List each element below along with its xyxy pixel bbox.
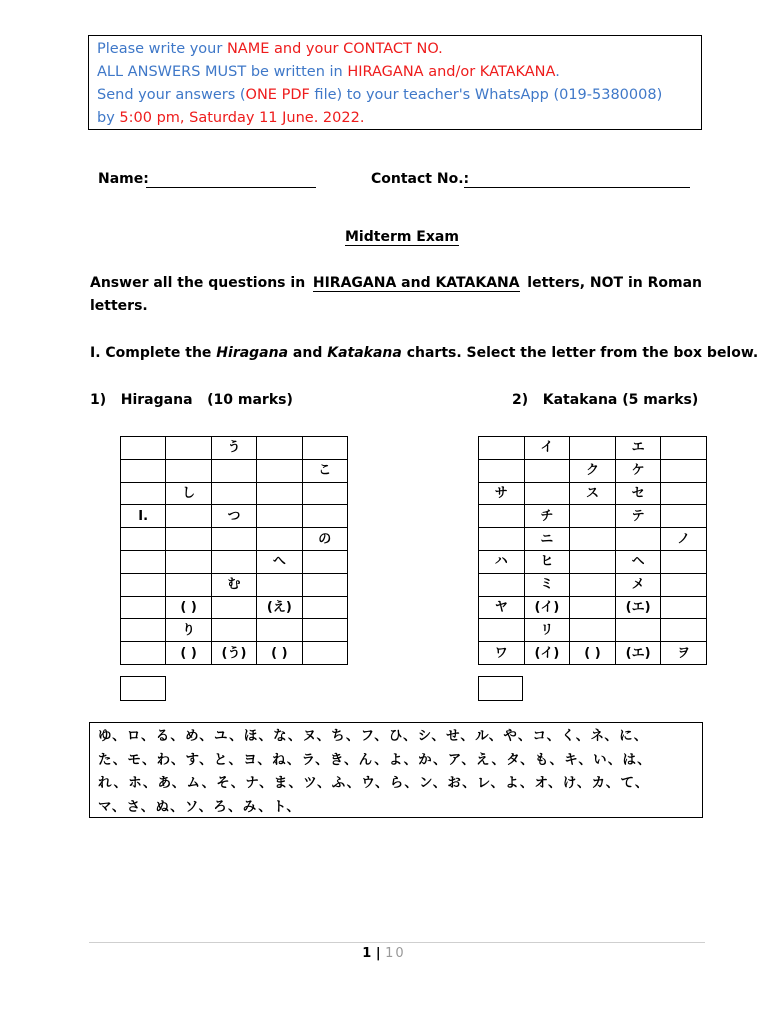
hiragana-cell[interactable] bbox=[166, 528, 211, 551]
hiragana-row bbox=[121, 619, 348, 642]
hiragana-cell: り bbox=[166, 619, 211, 642]
katakana-row bbox=[479, 482, 707, 505]
hiragana-cell: う bbox=[211, 437, 256, 460]
hiragana-cell: ( ) bbox=[166, 596, 211, 619]
page-number: 1 | 10 bbox=[362, 946, 406, 961]
katakana-cell: メ bbox=[615, 573, 661, 596]
katakana-cell[interactable] bbox=[661, 505, 707, 528]
katakana-cell[interactable] bbox=[570, 573, 616, 596]
hiragana-row bbox=[121, 550, 348, 573]
katakana-cell: ニ bbox=[524, 528, 570, 551]
katakana-row bbox=[479, 619, 707, 642]
letter-box-line-1: ゆ、ロ、る、め、ユ、ほ、な、ヌ、ち、フ、ひ、シ、せ、ル、や、コ、く、ネ、に、 bbox=[98, 728, 649, 744]
katakana-cell[interactable] bbox=[615, 619, 661, 642]
hiragana-cell[interactable] bbox=[257, 482, 302, 505]
hiragana-cell[interactable] bbox=[211, 528, 256, 551]
contact-field[interactable] bbox=[464, 187, 690, 188]
katakana-row bbox=[479, 505, 707, 528]
katakana-cell[interactable] bbox=[479, 459, 525, 482]
letter-box-line-2: た、モ、わ、す、と、ヨ、ね、ラ、き、ん、よ、か、ア、え、タ、も、キ、い、は、 bbox=[98, 751, 652, 768]
hiragana-cell[interactable] bbox=[121, 437, 166, 460]
notice-line-1: Please write your NAME and your CONTACT NO. bbox=[97, 41, 443, 57]
hiragana-cell[interactable] bbox=[121, 573, 166, 596]
hiragana-cell[interactable] bbox=[121, 642, 166, 665]
katakana-cell[interactable] bbox=[479, 505, 525, 528]
hiragana-row bbox=[121, 596, 348, 619]
letter-box-line-3: れ、ホ、あ、ム、そ、ナ、ま、ツ、ふ、ウ、ら、ン、お、レ、よ、オ、け、カ、て、 bbox=[98, 775, 650, 791]
katakana-cell: ワ bbox=[479, 642, 525, 665]
katakana-row bbox=[479, 573, 707, 596]
katakana-row bbox=[479, 642, 707, 665]
q2-heading: 2) Katakana (5 marks) bbox=[512, 392, 699, 408]
hiragana-row bbox=[121, 437, 348, 460]
katakana-cell[interactable] bbox=[661, 596, 707, 619]
name-label: Name: bbox=[98, 171, 149, 187]
instruction-line-1: Answer all the questions in HIRAGANA and KATAKANA letters, NOT in Roman bbox=[90, 275, 702, 291]
hiragana-cell[interactable] bbox=[121, 482, 166, 505]
hiragana-cell[interactable] bbox=[166, 550, 211, 573]
katakana-cell: イ bbox=[524, 437, 570, 460]
hiragana-cell: I. bbox=[121, 505, 166, 528]
hiragana-cell[interactable] bbox=[166, 437, 211, 460]
instruction-line-2: letters. bbox=[90, 298, 148, 314]
katakana-cell[interactable] bbox=[479, 573, 525, 596]
katakana-cell[interactable] bbox=[661, 550, 707, 573]
hiragana-extra-cell[interactable] bbox=[120, 676, 166, 701]
katakana-cell[interactable] bbox=[479, 619, 525, 642]
hiragana-cell[interactable] bbox=[302, 505, 347, 528]
notice-line-3: Send your answers (ONE PDF file) to your teacher's WhatsApp (019-5380008) bbox=[97, 87, 663, 103]
hiragana-cell[interactable] bbox=[211, 619, 256, 642]
katakana-cell[interactable] bbox=[661, 619, 707, 642]
katakana-row bbox=[479, 528, 707, 551]
katakana-cell[interactable] bbox=[570, 528, 616, 551]
hiragana-cell: こ bbox=[302, 459, 347, 482]
hiragana-cell[interactable] bbox=[211, 550, 256, 573]
hiragana-row bbox=[121, 482, 348, 505]
section-heading: I. Complete the Hiragana and Katakana charts. Select the letter from the box below. bbox=[90, 345, 759, 361]
hiragana-cell[interactable] bbox=[211, 482, 256, 505]
katakana-extra-cell[interactable] bbox=[478, 676, 523, 701]
hiragana-cell[interactable] bbox=[121, 619, 166, 642]
katakana-cell: チ bbox=[524, 505, 570, 528]
katakana-cell: (エ) bbox=[615, 642, 661, 665]
hiragana-cell[interactable] bbox=[302, 619, 347, 642]
hiragana-cell[interactable] bbox=[166, 505, 211, 528]
katakana-cell[interactable] bbox=[570, 596, 616, 619]
katakana-chart bbox=[478, 436, 707, 665]
hiragana-cell[interactable] bbox=[121, 596, 166, 619]
katakana-row bbox=[479, 437, 707, 460]
hiragana-cell[interactable] bbox=[302, 550, 347, 573]
hiragana-cell[interactable] bbox=[257, 505, 302, 528]
katakana-cell[interactable] bbox=[661, 482, 707, 505]
hiragana-cell[interactable] bbox=[166, 459, 211, 482]
katakana-cell: テ bbox=[615, 505, 661, 528]
notice-box bbox=[88, 35, 702, 130]
hiragana-cell[interactable] bbox=[121, 459, 166, 482]
katakana-row bbox=[479, 596, 707, 619]
hiragana-cell[interactable] bbox=[257, 573, 302, 596]
katakana-cell[interactable] bbox=[570, 437, 616, 460]
katakana-cell[interactable] bbox=[570, 505, 616, 528]
katakana-cell[interactable] bbox=[479, 437, 525, 460]
hiragana-cell: つ bbox=[211, 505, 256, 528]
katakana-cell[interactable] bbox=[661, 459, 707, 482]
katakana-cell[interactable] bbox=[570, 550, 616, 573]
katakana-cell[interactable] bbox=[570, 619, 616, 642]
hiragana-row bbox=[121, 573, 348, 596]
katakana-cell: ヒ bbox=[524, 550, 570, 573]
katakana-cell: (イ) bbox=[524, 596, 570, 619]
contact-label: Contact No.: bbox=[371, 171, 470, 187]
hiragana-cell: (え) bbox=[257, 596, 302, 619]
katakana-cell[interactable] bbox=[661, 573, 707, 596]
katakana-cell: ケ bbox=[615, 459, 661, 482]
letter-box-line-4: マ、さ、ぬ、ソ、ろ、み、ト、 bbox=[98, 798, 302, 815]
hiragana-cell[interactable] bbox=[257, 528, 302, 551]
katakana-cell: ミ bbox=[524, 573, 570, 596]
katakana-cell: リ bbox=[524, 619, 570, 642]
hiragana-cell[interactable] bbox=[302, 642, 347, 665]
katakana-cell: エ bbox=[615, 437, 661, 460]
letter-box bbox=[89, 722, 703, 818]
katakana-row bbox=[479, 550, 707, 573]
hiragana-cell[interactable] bbox=[257, 437, 302, 460]
hiragana-cell[interactable] bbox=[302, 482, 347, 505]
hiragana-cell: し bbox=[166, 482, 211, 505]
katakana-cell: ス bbox=[570, 482, 616, 505]
name-field[interactable] bbox=[146, 187, 316, 188]
notice-line-4: by 5:00 pm, Saturday 11 June. 2022. bbox=[97, 110, 365, 126]
katakana-cell[interactable] bbox=[524, 459, 570, 482]
hiragana-chart bbox=[120, 436, 348, 665]
katakana-cell[interactable] bbox=[615, 528, 661, 551]
hiragana-cell[interactable] bbox=[211, 596, 256, 619]
hiragana-cell: ( ) bbox=[166, 642, 211, 665]
hiragana-cell[interactable] bbox=[211, 459, 256, 482]
katakana-row bbox=[479, 459, 707, 482]
hiragana-row bbox=[121, 642, 348, 665]
hiragana-row bbox=[121, 459, 348, 482]
hiragana-cell[interactable] bbox=[121, 528, 166, 551]
footer-rule bbox=[89, 942, 705, 943]
katakana-cell: セ bbox=[615, 482, 661, 505]
hiragana-cell[interactable] bbox=[257, 619, 302, 642]
hiragana-cell[interactable] bbox=[302, 437, 347, 460]
hiragana-cell[interactable] bbox=[166, 573, 211, 596]
katakana-cell[interactable] bbox=[524, 482, 570, 505]
hiragana-cell: (う) bbox=[211, 642, 256, 665]
exam-title: Midterm Exam bbox=[345, 229, 459, 245]
katakana-cell: ハ bbox=[479, 550, 525, 573]
katakana-cell: ヤ bbox=[479, 596, 525, 619]
katakana-cell: ノ bbox=[661, 528, 707, 551]
katakana-cell: ヘ bbox=[615, 550, 661, 573]
hiragana-row bbox=[121, 528, 348, 551]
katakana-cell: ( ) bbox=[570, 642, 616, 665]
katakana-cell: (エ) bbox=[615, 596, 661, 619]
katakana-cell: ク bbox=[570, 459, 616, 482]
hiragana-cell[interactable] bbox=[302, 573, 347, 596]
katakana-cell[interactable] bbox=[479, 528, 525, 551]
hiragana-cell: む bbox=[211, 573, 256, 596]
q1-heading: 1) Hiragana (10 marks) bbox=[90, 392, 293, 408]
katakana-cell: サ bbox=[479, 482, 525, 505]
hiragana-cell: へ bbox=[257, 550, 302, 573]
notice-line-2: ALL ANSWERS MUST be written in HIRAGANA and/or KATAKANA. bbox=[97, 64, 560, 80]
hiragana-cell[interactable] bbox=[257, 459, 302, 482]
katakana-cell: ヲ bbox=[661, 642, 707, 665]
hiragana-cell: の bbox=[302, 528, 347, 551]
katakana-cell: (イ) bbox=[524, 642, 570, 665]
hiragana-cell[interactable] bbox=[121, 550, 166, 573]
hiragana-cell[interactable] bbox=[302, 596, 347, 619]
hiragana-cell: ( ) bbox=[257, 642, 302, 665]
katakana-cell[interactable] bbox=[661, 437, 707, 460]
hiragana-row bbox=[121, 505, 348, 528]
